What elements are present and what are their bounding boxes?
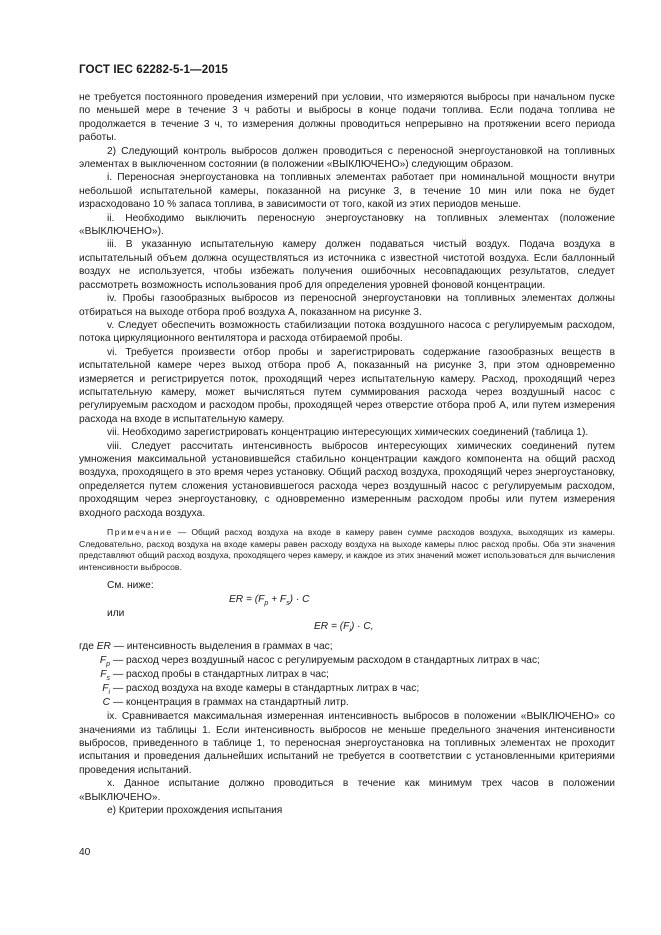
legend-row-fp <box>79 654 615 668</box>
page-body <box>79 91 615 817</box>
document-header: ГОСТ IEC 62282-5-1—2015 <box>79 63 228 76</box>
list-item-ii: ii. Необходимо выключить переносную энергоустановку на топливных элементах (положение «ВЫКЛЮЧЕНО»). <box>79 212 615 238</box>
formula-er-sum <box>79 593 615 607</box>
formula-2-end: ) · C, <box>350 621 374 633</box>
legend-symbol-er: ER <box>96 641 111 653</box>
list-item-i: i. Переносная энергоустановка на топливных элементах работает при номинальной мощности внутри небольшой испытательной камеры, показанной на рисунке 3, в течение 10 мин или пока не будет израсходовано 10 % запаса топлива, в зависимости от того, какой из этих периодов меньше. <box>79 172 615 211</box>
formula-2-mid: = (F <box>328 621 350 633</box>
note-text: Общий расход воздуха на входе в камеру равен сумме расходов воздуха, выходящих из камеры. Следовательно, расход воздуха на входе камеры равен расходу воздуха на выходе камеры плюс расход пробы. Оба эти значения представляют общий расход воздуха, проходящего через камеру, и каждое из этих значений может использоваться для вычисления интенсивности выбросов. <box>79 527 615 572</box>
formula-2-sub-i: i <box>349 627 351 635</box>
legend-symbol: C <box>102 697 110 709</box>
note-dash: — <box>172 527 192 537</box>
legend-text-er: — интенсивность выделения в граммах в час; <box>110 641 333 653</box>
or-label: или <box>107 607 125 619</box>
list-item-v: v. Следует обеспечить возможность стабилизации потока воздушного насоса с регулируемым расходом, потока циркуляционного вентилятора и расхода отбираемой пробы. <box>79 319 615 345</box>
formula-1-sub-p: p <box>264 599 269 607</box>
paragraph-continuation: не требуется постоянного проведения измерений при условии, что измеряются выбросы при начальном пуске по меньшей мере в течение 3 ч работы и выбросы в конце подачи топлива. Если подача топлива не продолжается в течение 3 ч, то измерения должны проводиться непрерывно на протяжении всего периода работы. <box>79 92 615 144</box>
legend-subscript: s <box>106 675 110 683</box>
legend-row-c <box>79 696 615 710</box>
legend-text: — расход воздуха на входе камеры в стандартных литрах в час; <box>113 683 420 695</box>
legend-subscript: p <box>106 661 110 669</box>
note-label: Примечание <box>107 527 173 537</box>
page-number: 40 <box>79 847 91 858</box>
formula-1-end: ) · C <box>289 593 310 605</box>
formula-1-mid: = (F <box>243 593 265 605</box>
list-item-iv: iv. Пробы газообразных выбросов из переносной энергоустановки на топливных элементах должны отбираться на выходе отбора проб воздуха А, показанном на рисунке 3. <box>79 293 615 318</box>
legend-symbol: F <box>100 669 107 681</box>
legend-row-fs <box>79 668 615 682</box>
legend-text: — расход пробы в стандартных литрах в час; <box>113 669 329 681</box>
formula-1-sub-s: s <box>286 599 290 607</box>
legend-text: — концентрация в граммах на стандартный литр. <box>113 697 349 709</box>
list-item-x: x. Данное испытание должно проводиться в течение как минимум трех часов в положении «ВЫКЛЮЧЕНО». <box>79 778 615 803</box>
section-e-heading: e) Критерии прохождения испытания <box>107 805 283 816</box>
see-below-label: См. ниже: <box>107 580 154 592</box>
formula-2-lhs: ER <box>314 621 329 633</box>
symbol-legend <box>79 640 615 710</box>
list-item-vi: vi. Требуется произвести отбор пробы и зарегистрировать содержание газообразных веществ в испытательной камере через выход отбора проб А, показанный на рисунке 3, при этом одновременно измеряется и регистрируется поток, проходящий через испытательную камеру. Расход, проходящий через испытательную камеру, может вычисляться путем суммирования расхода через воздушный насос с регулируемым расходом и расходом пробы, проходящей через отверстие отбора проб А, или путем измерения расхода на входе в испытательную камеру. <box>79 346 615 425</box>
paragraph-2: 2) Следующий контроль выбросов должен проводиться с переносной энергоустановкой на топливных элементах в выключенном состоянии (в положении «ВЫКЛЮЧЕНО») следующим образом. <box>79 145 615 171</box>
legend-where: где <box>79 641 97 653</box>
legend-text: — расход через воздушный насос с регулируемым расходом в стандартных литрах в час; <box>113 655 540 667</box>
formula-1-lhs: ER <box>229 593 244 605</box>
formula-1-plus: + F <box>268 593 287 605</box>
legend-row-er <box>79 640 615 654</box>
legend-row-fi <box>79 682 615 696</box>
legend-symbol: F <box>102 683 109 695</box>
formula-er-inlet <box>79 620 615 634</box>
list-item-viii: viii. Следует рассчитать интенсивность выбросов интересующих химических соединений путем умножения максимальной установившейся стабильно концентрации каждого компонента на общий расход воздуха, проходящего в это время через установку. Общий расход воздуха, проходящий через энергоустановку, определяется путем сложения установившегося расхода через воздушный насос с регулируемым расходом, проходящим через энергоустановку, с одновременно измеренным расходом пробы или путем измерения входного расхода воздуха. <box>79 440 615 519</box>
legend-symbol: F <box>99 655 107 667</box>
list-item-iii: iii. В указанную испытательную камеру должен подаваться чистый воздух. Подача воздуха в испытательный объем должна осуществляться из источника с известной чистотой воздуха. Если баллонный воздух не используется, чтобы избежать получения ошибочных несовпадающих результатов, следует рассмотреть возможность использования проб для определения уровней фоновой концентрации. <box>79 239 615 291</box>
list-item-vii: vii. Необходимо зарегистрировать концентрацию интересующих химических соединений (таблица 1). <box>107 427 589 439</box>
note-block <box>79 527 615 573</box>
list-item-ix: ix. Сравнивается максимальная измеренная интенсивность выбросов в положении «ВЫКЛЮЧЕНО» со значениями из таблицы 1. Если интенсивность выбросов не меньше предельного значения интенсивности выбросов, приведенного в таблице 1, то переносная энергоустановка на топливных элементах не проходит испытания и проведения дальнейших испытаний не требуется в соответствии с установленными критериями проведения испытаний. <box>79 711 615 776</box>
legend-subscript: i <box>108 689 110 697</box>
